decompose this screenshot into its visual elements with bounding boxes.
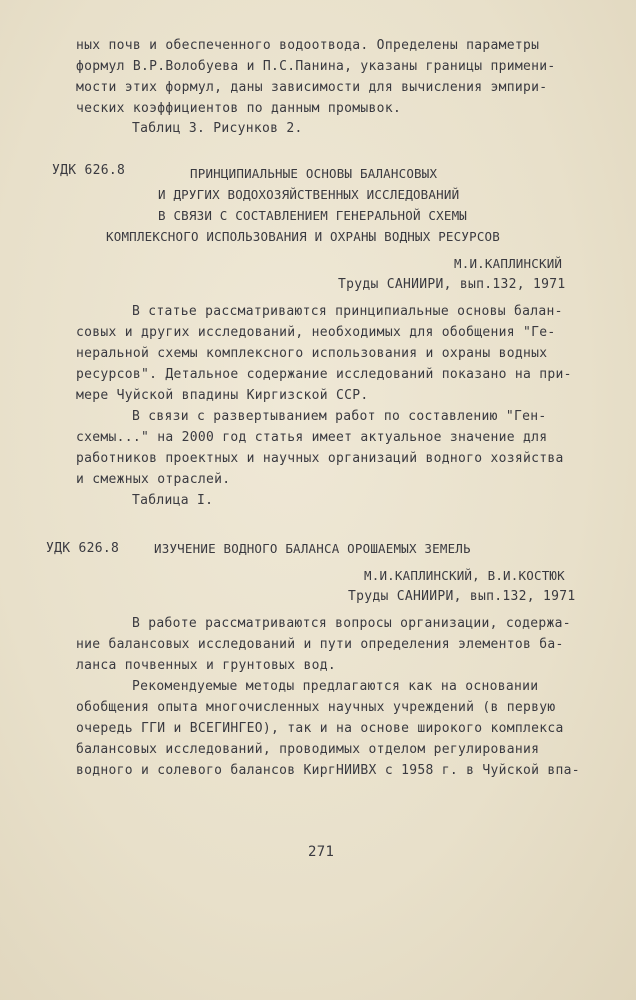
text-line: В связи с развертыванием работ по составлению "Ген- (132, 409, 547, 424)
text-line: совых и других исследований, необходимых для обобщения "Ге- (76, 325, 556, 340)
text-line: очередь ГГИ и ВСЕГИНГЕО), так и на основе широкого комплекса (76, 721, 564, 736)
text-line: В работе рассматриваются вопросы организации, содержа- (132, 616, 571, 631)
text-line: ческих коэффициентов по данным промывок. (76, 101, 402, 116)
text-line: Рекомендуемые методы предлагаются как на основании (132, 679, 539, 694)
text-line: ланса почвенных и грунтовых вод. (76, 658, 337, 673)
entry-title-line: В СВЯЗИ С СОСТАВЛЕНИЕМ ГЕНЕРАЛЬНОЙ СХЕМЫ (158, 208, 468, 223)
entry-title-line: И ДРУГИХ ВОДОХОЗЯЙСТВЕННЫХ ИССЛЕДОВАНИЙ (158, 187, 460, 202)
text-line: схемы..." на 2000 год статья имеет актуальное значение для (76, 430, 548, 445)
text-line: балансовых исследований, проводимых отделом регулирования (76, 742, 540, 757)
entry-title: ИЗУЧЕНИЕ ВОДНОГО БАЛАНСА ОРОШАЕМЫХ ЗЕМЕЛЬ (154, 541, 471, 556)
text-line: мере Чуйской впадины Киргизской ССР. (76, 388, 369, 403)
text-line: обобщения опыта многочисленных научных учреждений (в первую (76, 700, 556, 715)
entry-source: Труды САНИИРИ, вып.132, 1971 (348, 589, 576, 604)
udk-code: УДК 626.8 (46, 541, 120, 556)
entry-title-line: ПРИНЦИПИАЛЬНЫЕ ОСНОВЫ БАЛАНСОВЫХ (190, 166, 438, 181)
tables-note: Таблица I. (132, 493, 214, 508)
page-number: 271 (308, 844, 335, 860)
text-line: водного и солевого балансов КиргНИИВХ с 1958 г. в Чуйской впа- (76, 763, 580, 778)
text-line: мости этих формул, даны зависимости для вычисления эмпири- (76, 80, 548, 95)
entry-authors: М.И.КАПЛИНСКИЙ, В.И.КОСТЮК (364, 568, 565, 583)
text-line: В статье рассматриваются принципиальные основы балан- (132, 304, 563, 319)
tables-figures-note: Таблиц 3. Рисунков 2. (132, 121, 303, 136)
text-line: ние балансовых исследований и пути определения элементов ба- (76, 637, 564, 652)
text-line: работников проектных и научных организаций водного хозяйства (76, 451, 564, 466)
text-line: ных почв и обеспеченного водоотвода. Определены параметры (76, 38, 540, 53)
entry-title-line: КОМПЛЕКСНОГО ИСПОЛЬЗОВАНИЯ И ОХРАНЫ ВОДНЫХ РЕСУРСОВ (106, 229, 501, 244)
entry-author: М.И.КАПЛИНСКИЙ (454, 256, 563, 271)
entry-source: Труды САНИИРИ, вып.132, 1971 (338, 277, 566, 292)
udk-code: УДК 626.8 (52, 163, 126, 178)
text-line: ресурсов". Детальное содержание исследований показано на при- (76, 367, 572, 382)
text-line: формул В.Р.Волобуева и П.С.Панина, указаны границы примени- (76, 59, 556, 74)
text-line: неральной схемы комплексного использования и охраны водных (76, 346, 548, 361)
text-line: и смежных отраслей. (76, 472, 231, 487)
